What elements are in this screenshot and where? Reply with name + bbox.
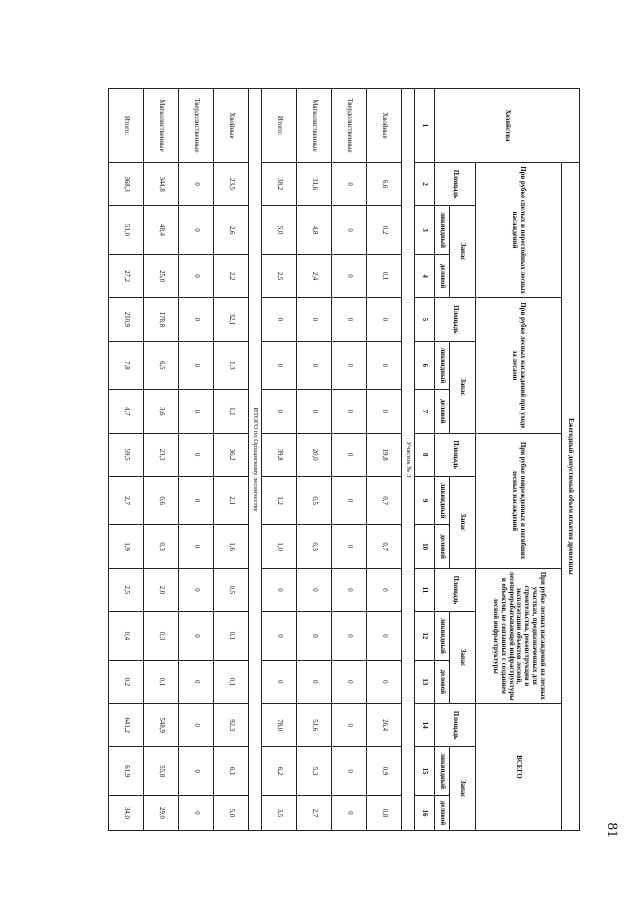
page-number: 81 — [604, 822, 620, 838]
header-stock-5: Запас — [450, 747, 476, 831]
header-area-1: Площадь — [435, 162, 476, 205]
table-cell: 5,0 — [262, 206, 297, 255]
table-cell: 6,6 — [367, 162, 402, 205]
col-number: 13 — [415, 660, 435, 703]
table-cell: 0 — [179, 298, 214, 341]
row-label: Хвойные — [367, 89, 402, 163]
table-cell: 34,0 — [109, 795, 144, 830]
table-cell: 0 — [367, 660, 402, 703]
section-title: ИТОГО по Оршанскому лесничеству — [249, 89, 262, 831]
table-cell: 0,3 — [144, 525, 179, 568]
row-label: Мягколиственные — [144, 89, 179, 163]
table-cell: 1,0 — [262, 525, 297, 568]
col-number: 9 — [415, 476, 435, 525]
table-cell: 27,2 — [109, 254, 144, 297]
table-cell: 0 — [332, 162, 367, 205]
table-cell: 0 — [367, 298, 402, 341]
table-cell: 0 — [332, 612, 367, 661]
table-cell: 0,6 — [144, 476, 179, 525]
header-group-thinning: При рубке лесных насаждений при уходе за лесами — [476, 298, 562, 433]
table-cell: 2,2 — [214, 254, 249, 297]
col-number: 11 — [415, 568, 435, 611]
table-cell: 0 — [262, 298, 297, 341]
table-cell: 4,8 — [297, 206, 332, 255]
table-cell: 0 — [262, 390, 297, 433]
table-cell: 0,5 — [214, 568, 249, 611]
table-cell: 1,1 — [214, 390, 249, 433]
col-number: 14 — [415, 704, 435, 747]
table-row — [297, 89, 332, 831]
table-cell: 92,3 — [214, 704, 249, 747]
table-row — [367, 89, 402, 831]
table-cell: 6,2 — [262, 747, 297, 796]
col-number: 12 — [415, 612, 435, 661]
table-cell: 1,2 — [262, 476, 297, 525]
table-cell: 0 — [297, 568, 332, 611]
table-cell: 2,5 — [262, 254, 297, 297]
col-number: 3 — [415, 206, 435, 255]
header-group-construction: При рубке лесных насаждений на лесных участках, предназначенных для строительства, реконструкции и эксплуатации объектов лесной, лесоперерабатывающей инфраструктуры и объектов, не связанных с созданием лесной инфраструктуры — [476, 568, 562, 703]
table-cell: 0,9 — [367, 747, 402, 796]
header-area-5: Площадь — [435, 704, 476, 747]
table-cell: 0 — [179, 476, 214, 525]
table-cell: 0 — [179, 433, 214, 476]
table-cell: 0 — [179, 525, 214, 568]
col-number: 6 — [415, 341, 435, 390]
table-row — [262, 89, 297, 831]
table-cell: 0 — [179, 341, 214, 390]
table-cell: 1,3 — [214, 341, 249, 390]
col-number: 15 — [415, 747, 435, 796]
table-cell: 0 — [332, 390, 367, 433]
table-cell: 0,8 — [367, 795, 402, 830]
section-title-row — [402, 89, 415, 831]
table-cell: 48,4 — [144, 206, 179, 255]
table-cell: 0 — [297, 298, 332, 341]
table-cell: 548,9 — [144, 704, 179, 747]
table-cell: 2,7 — [109, 476, 144, 525]
table-cell: 0 — [262, 568, 297, 611]
table-cell: 26,4 — [367, 704, 402, 747]
table-cell: 2,5 — [109, 568, 144, 611]
table-cell: 2,7 — [297, 795, 332, 830]
header-business-1: деловой — [435, 254, 450, 297]
header-area-4: Площадь — [435, 568, 476, 611]
table-cell: 0 — [332, 206, 367, 255]
header-liquid-1: ликвидный — [435, 206, 450, 255]
header-liquid-2: ликвидный — [435, 341, 450, 390]
table-cell: 2,4 — [297, 254, 332, 297]
col-number: 8 — [415, 433, 435, 476]
section-title-row — [249, 89, 262, 831]
header-area-2: Площадь — [435, 298, 476, 341]
table-cell: 5,3 — [297, 747, 332, 796]
table-cell: 7,8 — [109, 341, 144, 390]
col-number: 16 — [415, 795, 435, 830]
table-row — [332, 89, 367, 831]
table-cell: 0 — [332, 568, 367, 611]
table-cell: 3,5 — [262, 795, 297, 830]
table-cell: 0 — [367, 568, 402, 611]
table-cell: 0 — [332, 525, 367, 568]
table-cell: 178,8 — [144, 298, 179, 341]
header-business-4: деловой — [435, 660, 450, 703]
table-cell: 3,6 — [144, 390, 179, 433]
table-cell: 39,8 — [262, 433, 297, 476]
table-cell: 61,9 — [109, 747, 144, 796]
table-cell: 0,5 — [297, 476, 332, 525]
table-cell: 0 — [332, 704, 367, 747]
header-stock-3: Запас — [450, 476, 476, 568]
table-cell: 31,6 — [297, 162, 332, 205]
col-number: 10 — [415, 525, 435, 568]
header-stock-4: Запас — [450, 612, 476, 704]
table-cell: 344,8 — [144, 162, 179, 205]
table-cell: 0 — [262, 612, 297, 661]
col-number: 2 — [415, 162, 435, 205]
table-cell: 0 — [297, 390, 332, 433]
header-stock-2: Запас — [450, 341, 476, 433]
table-cell: 23,3 — [144, 433, 179, 476]
table-cell: 55,8 — [144, 747, 179, 796]
table-cell: 20,0 — [297, 433, 332, 476]
table-cell: 0,7 — [367, 525, 402, 568]
table-cell: 0 — [367, 390, 402, 433]
table-cell: 1,6 — [214, 525, 249, 568]
table-cell: 0 — [179, 206, 214, 255]
table-cell: 51,0 — [109, 206, 144, 255]
header-liquid-3: ликвидный — [435, 476, 450, 525]
header-business-3: деловой — [435, 525, 450, 568]
table-cell: 2,6 — [214, 206, 249, 255]
table-cell: 0 — [262, 660, 297, 703]
table-cell: 1,9 — [109, 525, 144, 568]
table-cell: 2,1 — [214, 476, 249, 525]
table-cell: 0 — [332, 795, 367, 830]
table-cell: 0 — [262, 341, 297, 390]
table-row — [144, 89, 179, 831]
col-number: 1 — [415, 89, 435, 163]
row-label: Итого: — [262, 89, 297, 163]
table-cell: 0,1 — [144, 660, 179, 703]
table-cell: 0 — [297, 660, 332, 703]
table-cell: 0 — [179, 660, 214, 703]
table-cell: 0 — [179, 390, 214, 433]
table-cell: 0 — [179, 254, 214, 297]
table-cell: 51,6 — [297, 704, 332, 747]
header-business-5: деловой — [435, 795, 450, 830]
row-label: Хвойные — [214, 89, 249, 163]
col-number: 7 — [415, 390, 435, 433]
table-cell: 59,5 — [109, 433, 144, 476]
table-row — [179, 89, 214, 831]
header-group-damaged: При рубке поврежденных и погибших лесных насаждений — [476, 433, 562, 568]
table-cell: 0,3 — [144, 612, 179, 661]
header-liquid-4: ликвидный — [435, 612, 450, 661]
table-cell: 0 — [332, 298, 367, 341]
column-number-row — [415, 89, 435, 831]
row-label: Итого: — [109, 89, 144, 163]
table-cell: 0 — [179, 704, 214, 747]
table-row — [109, 89, 144, 831]
header-business-2: деловой — [435, 390, 450, 433]
table-cell: 0 — [332, 341, 367, 390]
table-cell: 0,2 — [367, 206, 402, 255]
header-group-mature: При рубке спелых и перестойных лесных насаждений — [476, 162, 562, 297]
col-number: 5 — [415, 298, 435, 341]
row-label: Твердолиственные — [332, 89, 367, 163]
header-liquid-5: ликвидный — [435, 747, 450, 796]
table-cell: 0 — [179, 162, 214, 205]
table-cell: 36,2 — [214, 433, 249, 476]
table-row — [214, 89, 249, 831]
table-cell: 0 — [332, 433, 367, 476]
row-label: Твердолиственные — [179, 89, 214, 163]
table-cell: 0 — [332, 254, 367, 297]
table-cell: 0 — [332, 747, 367, 796]
table-cell: 19,8 — [367, 433, 402, 476]
table-cell: 0,1 — [214, 660, 249, 703]
table-cell: 0,3 — [297, 525, 332, 568]
table-cell: 6,5 — [144, 341, 179, 390]
table-cell: 0,7 — [367, 476, 402, 525]
table-cell: 0 — [179, 568, 214, 611]
table-cell: 0 — [179, 612, 214, 661]
table-cell: 0 — [367, 341, 402, 390]
table-cell: 25,0 — [144, 254, 179, 297]
table-cell: 0,1 — [367, 254, 402, 297]
header-group-title: Ежегодный допустимый объем изъятия древесины — [562, 162, 580, 830]
table-cell: 6,1 — [214, 747, 249, 796]
table-cell: 32,1 — [214, 298, 249, 341]
table-cell: 641,2 — [109, 704, 144, 747]
table-cell: 0 — [179, 747, 214, 796]
table-cell: 0 — [297, 612, 332, 661]
section-title: Участок № 3 — [402, 89, 415, 831]
table-cell: 5,0 — [214, 795, 249, 830]
table-cell: 0 — [179, 795, 214, 830]
col-number: 4 — [415, 254, 435, 297]
rotated-table-wrapper — [122, 88, 580, 831]
header-area-3: Площадь — [435, 433, 476, 476]
table-cell: 2,0 — [144, 568, 179, 611]
header-group-total: ВСЕГО — [476, 704, 562, 831]
row-label: Мягколиственные — [297, 89, 332, 163]
table-cell: 23,5 — [214, 162, 249, 205]
table-cell: 78,0 — [262, 704, 297, 747]
table-cell: 0 — [367, 612, 402, 661]
table-cell: 0 — [332, 476, 367, 525]
table-cell: 0 — [332, 660, 367, 703]
table-cell: 0,2 — [109, 660, 144, 703]
table-cell: 0,4 — [109, 612, 144, 661]
table-cell: 4,7 — [109, 390, 144, 433]
header-farm: Хозяйства — [435, 89, 580, 163]
table-cell: 29,0 — [144, 795, 179, 830]
table-cell: 0 — [297, 341, 332, 390]
table-cell: 0,1 — [214, 612, 249, 661]
harvest-volume-table — [108, 88, 580, 831]
table-cell: 368,3 — [109, 162, 144, 205]
table-cell: 210,9 — [109, 298, 144, 341]
header-stock-1: Запас — [450, 206, 476, 298]
table-cell: 38,2 — [262, 162, 297, 205]
